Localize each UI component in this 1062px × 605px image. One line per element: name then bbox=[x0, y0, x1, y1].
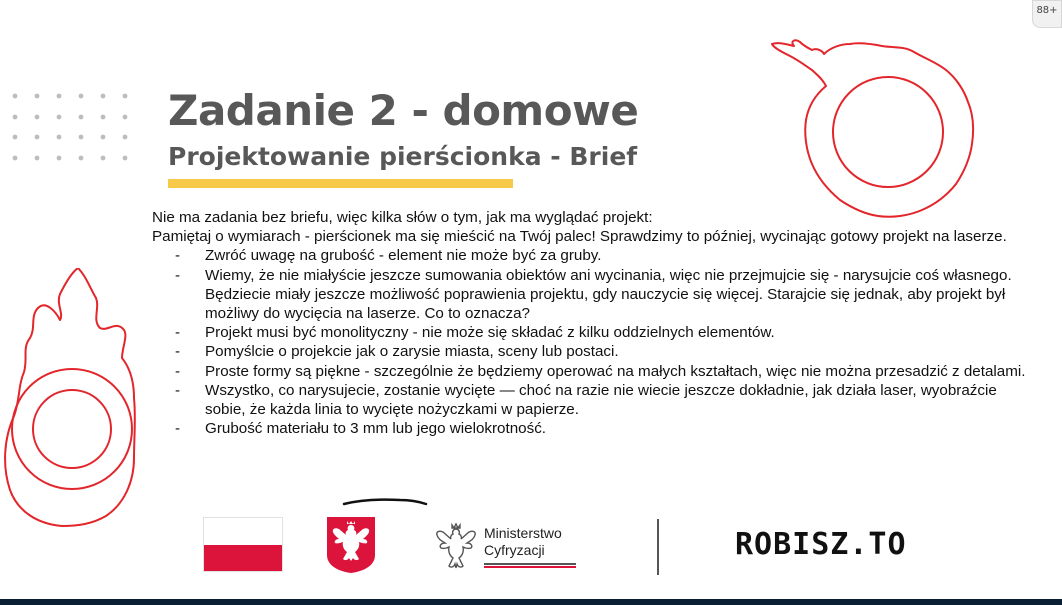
bullet-dash: - bbox=[175, 362, 181, 380]
polish-coat-of-arms-logo bbox=[325, 515, 377, 575]
list-item-text: Wiemy, że nie miałyście jeszcze sumowania obiektów ani wycinania, więc nie przejmujcie się - narysujcie coś własnego. Będziecie miały jeszcze możliwość poprawienia projektu, gdy nauczycie się więcej. Starajcie się jednak, aby projekt był możliwy do wycięcia na laserze. Co to oznacza? bbox=[205, 266, 1012, 323]
list-item-text: Grubość materiału to 3 mm lub jego wielokrotność. bbox=[205, 420, 547, 438]
list-item bbox=[152, 362, 1032, 381]
bullet-dash: - bbox=[175, 266, 181, 284]
bullet-dash: - bbox=[175, 381, 181, 399]
intro-line-2: Pamiętaj o wymiarach - pierścionek ma się mieścić na Twój palec! Sprawdzimy to później, wycinając gotowy projekt na laserze. bbox=[152, 228, 1007, 246]
apps-add-button[interactable] bbox=[1032, 0, 1062, 28]
ministry-underline-gray bbox=[484, 563, 576, 565]
bottom-bar bbox=[0, 599, 1062, 605]
footer-divider bbox=[657, 519, 659, 575]
list-item bbox=[152, 342, 1032, 361]
subtitle-highlight-bar bbox=[168, 179, 513, 188]
list-item bbox=[152, 323, 1032, 342]
ministry-logo bbox=[432, 519, 582, 574]
bullet-dash: - bbox=[175, 420, 181, 438]
robisz-to-logo: ROBISZ.TO bbox=[735, 527, 907, 562]
list-item-text: Wszystko, co narysujecie, zostanie wycięte — choć na razie nie wiecie jeszcze dokładnie, jak działa laser, wyobraźcie sobie, że każda linia to wycięte nożyczkami w papierze. bbox=[205, 381, 997, 419]
handwritten-underline bbox=[340, 494, 430, 510]
list-item bbox=[152, 381, 1032, 419]
ring-sketch-left bbox=[0, 268, 140, 528]
polish-flag-logo bbox=[203, 517, 283, 572]
ministry-underline-red bbox=[484, 566, 576, 568]
list-item-text: Proste formy są piękne - szczególnie że będziemy operować na małych kształtach, więc nie można przesadzić z detalami. bbox=[205, 362, 1026, 380]
list-item-text: Zwróć uwagę na grubość - element nie może być za gruby. bbox=[205, 247, 602, 265]
bullet-dash: - bbox=[175, 343, 181, 361]
page-subtitle: Projektowanie pierścionka - Brief bbox=[168, 142, 638, 171]
bullet-dash: - bbox=[175, 247, 181, 265]
dot-grid-decoration bbox=[11, 92, 131, 162]
list-item-text: Projekt musi być monolityczny - nie może się składać z kilku oddzielnych elementów. bbox=[205, 324, 775, 342]
intro-line-1: Nie ma zadania bez briefu, więc kilka słów o tym, jak ma wyglądać projekt: bbox=[152, 209, 653, 226]
brief-content bbox=[152, 208, 1032, 438]
list-item bbox=[152, 419, 1032, 438]
ring-sketch-top-right bbox=[768, 38, 978, 223]
page-title: Zadanie 2 - domowe bbox=[168, 86, 639, 135]
list-item bbox=[152, 266, 1032, 324]
list-item-text: Pomyślcie o projekcie jak o zarysie miasta, sceny lub postaci. bbox=[205, 343, 619, 361]
ministry-name: Ministerstwo Cyfryzacji bbox=[484, 525, 562, 558]
list-item bbox=[152, 246, 1032, 265]
brief-list bbox=[152, 246, 1032, 438]
apps-add-icon: 88+ bbox=[1036, 5, 1058, 16]
eagle-icon bbox=[432, 519, 480, 574]
bullet-dash: - bbox=[175, 324, 181, 342]
